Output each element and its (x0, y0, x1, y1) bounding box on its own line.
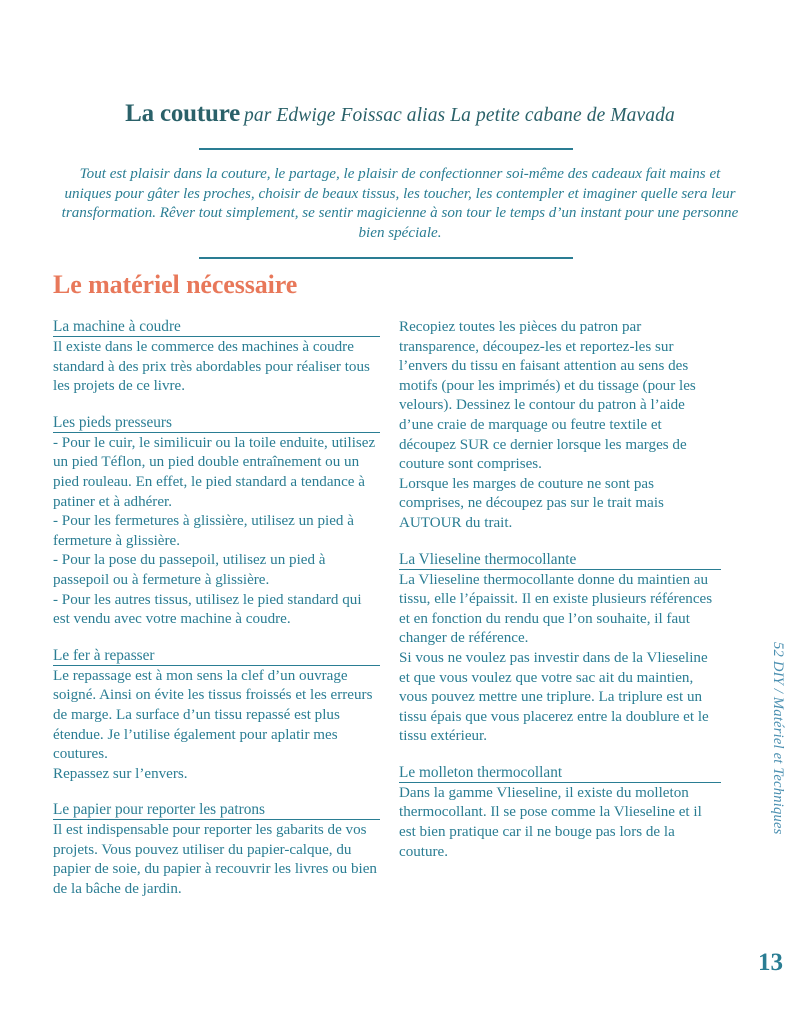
subheading: La machine à coudre (53, 318, 380, 337)
body-text: Recopiez toutes les pièces du patron par transparence, découpez-les et reportez-les sur l’envers du tissu en faisant attention au sens des motifs (pour les imprimés) et du tissage (pour les velours). Dessinez le contour du patron à l’aide d’une craie de marquage ou feutre textile et découpez SUR ce dernier lorsque les marges de couture sont comprises. Lorsque les marges de couture ne sont pas comprises, ne découpez pas sur le trait mais AUTOUR du trait. (399, 319, 696, 531)
content-block (53, 647, 380, 785)
content-block (399, 764, 721, 862)
subheading: Le papier pour reporter les patrons (53, 801, 380, 820)
intro-paragraph (60, 165, 740, 243)
subheading: La Vlieseline thermocollante (399, 551, 721, 570)
divider-below-intro (199, 257, 573, 259)
content-block (53, 414, 380, 630)
divider-above-intro (199, 148, 573, 150)
content-block (53, 801, 380, 899)
content-block (53, 318, 380, 397)
section-heading: Le matériel nécessaire (53, 270, 298, 299)
title-byline-text: par Edwige Foissac alias La petite cabane de Mavada (244, 105, 675, 126)
subheading: Le fer à repasser (53, 647, 380, 666)
content-block (399, 551, 721, 747)
intro-text: Tout est plaisir dans la couture, le partage, le plaisir de confectionner soi-même des cadeaux fait mains et uniques pour gâter les proches, choisir de beaux tissus, les toucher, les contempler et imaginer quelle sera leur transformation. Rêver tout simplement, se sentir magicienne à son tour le temps d’un instant pour une personne bien spéciale. (61, 166, 739, 241)
body-text: Il est indispensable pour reporter les gabarits de vos projets. Vous pouvez utiliser du papier-calque, du papier de soie, du papier à recouvrir les livres ou bien de la bâche de jardin. (53, 822, 377, 898)
content-block (399, 318, 721, 534)
body-text: Il existe dans le commerce des machines à coudre standard à des prix très abordables pour réaliser tous les projets de ce livre. (53, 339, 370, 395)
subheading: Les pieds presseurs (53, 414, 380, 433)
subheading: Le molleton thermocollant (399, 764, 721, 783)
running-header-text: 52 DIY / Matériel et Techniques (770, 642, 786, 835)
page-number: 13 (758, 949, 783, 976)
body-text: - Pour le cuir, le similicuir ou la toile enduite, utilisez un pied Téflon, un pied double entraînement ou un pied rouleau. En effet, le pied standard a tendance à patiner et à adhérer. - Pour les fermetures à glissière, utilisez un pied à fermeture à glissière. - Pour la pose du passepoil, utilisez un pied à passepoil ou à fermeture à glissière. - Pour les autres tissus, utilisez le pied standard qui est vendu avec votre machine à coudre. (53, 434, 376, 628)
body-text: Le repassage est à mon sens la clef d’un ouvrage soigné. Ainsi on évite les tissus froissés et les erreurs de marge. La surface d’un tissu repassé est plus étendue. Je l’utilise également pour aplatir mes coutures. Repassez sur l’envers. (53, 667, 373, 782)
left-column (53, 318, 380, 900)
body-text: La Vlieseline thermocollante donne du maintien au tissu, elle l’épaissit. Il en existe plusieurs références et en fonction du rendu que l’on souhaite, il faut changer de référence. Si vous ne voulez pas investir dans de la Vlieseline et que vous voulez que votre sac ait du maintien, vous pouvez mettre une triplure. La triplure est un tissu épais que vous placerez entre la doublure et le tissu extérieur. (399, 571, 713, 745)
right-column (399, 318, 721, 862)
title-main-text: La couture (125, 100, 241, 127)
page-header (0, 100, 800, 128)
body-text: Dans la gamme Vlieseline, il existe du molleton thermocollant. Il se pose comme la Vlieseline et il est bien pratique car il ne bouge pas lors de la couture. (399, 784, 702, 860)
article-title (0, 100, 800, 128)
